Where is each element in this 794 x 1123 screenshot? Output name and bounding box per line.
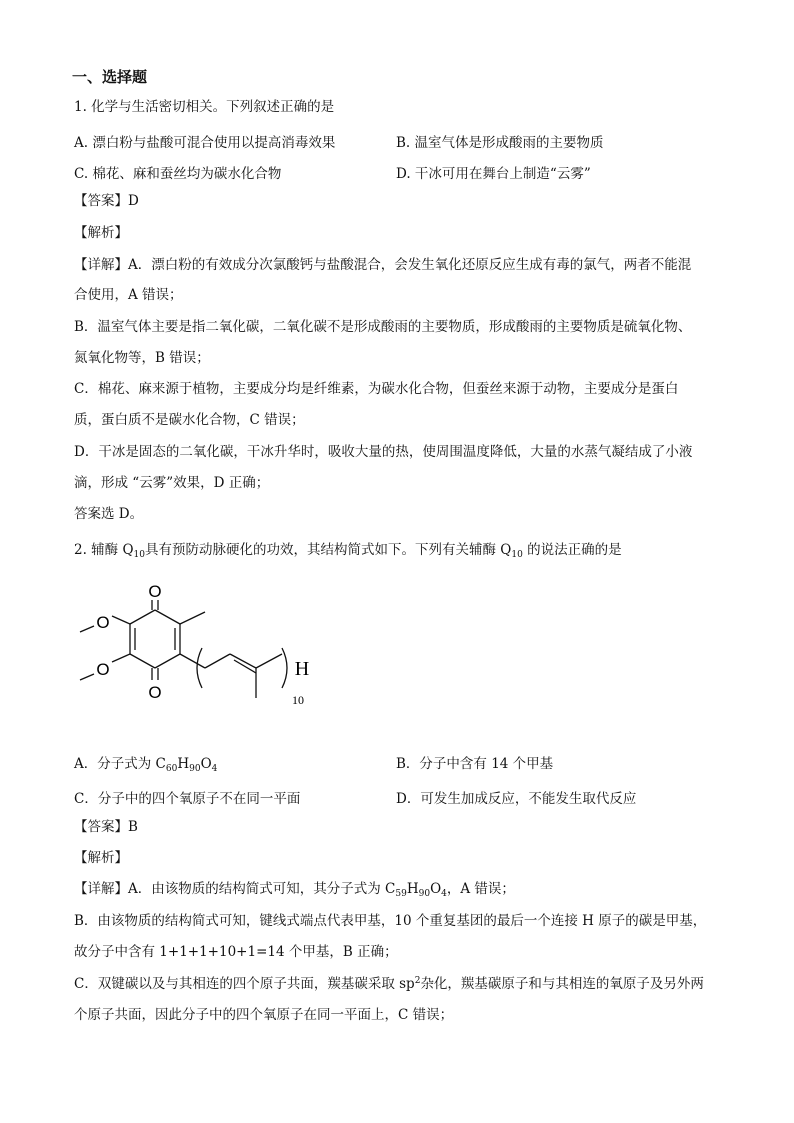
q1-stem: 1. 化学与生活密切相关。下列叙述正确的是 <box>74 99 335 115</box>
q1-option-d: D. 干冰可用在舞台上制造“云雾” <box>396 166 591 182</box>
q2-option-c: C．分子中的四个氧原子不在同一平面 <box>74 791 301 807</box>
q2-stem-subscript: 10 <box>511 550 523 560</box>
repeat-bracket-right <box>282 648 287 688</box>
q2-detail-line: 故分子中含有 1+1+1+10+1=14 个甲基，B 正确； <box>74 944 398 960</box>
atom-o-methoxy: O <box>96 660 110 679</box>
q2-option-a-sub: 90 <box>189 764 201 774</box>
q2-detail-part: H <box>406 881 419 897</box>
q2-option-a-part: O <box>200 756 212 772</box>
q2-stem <box>74 541 622 559</box>
q2-detail-part: ，A 错误； <box>446 881 515 897</box>
q2-option-a-part: H <box>177 756 190 772</box>
q2-analysis-label: 【解析】 <box>74 850 128 866</box>
q1-detail-line: 质，蛋白质不是碳水化合物，C 错误； <box>74 412 305 428</box>
q2-option-a-sub: 4 <box>211 764 218 774</box>
q2-stem-subscript: 10 <box>133 550 145 560</box>
q2-detail-sub: 4 <box>441 889 447 899</box>
ring-bonds <box>80 600 282 698</box>
q1-detail-line: 合使用，A 错误； <box>74 287 183 303</box>
section-title: 一、选择题 <box>72 68 148 86</box>
q2-option-b: B．分子中含有 14 个甲基 <box>396 756 554 772</box>
coenzyme-q10-structure <box>70 578 330 728</box>
q2-detail-part: 【详解】A．由该物质的结构简式可知，其分子式为 C <box>74 881 396 897</box>
q2-answer: 【答案】B <box>74 819 138 835</box>
q2-detail-sup: 2 <box>414 976 421 986</box>
q2-detail-sub: 90 <box>418 889 431 899</box>
q2-stem-part: 具有预防动脉硬化的功效，其结构简式如下。下列有关辅酶 Q <box>144 542 512 558</box>
q2-option-a-sub: 60 <box>165 764 178 774</box>
q2-option-d: D．可发生加成反应，不能发生取代反应 <box>396 791 637 807</box>
q1-detail-line: D．干冰是固态的二氧化碳，干冰升华时，吸收大量的热，使周围温度降低，大量的水蒸气凝结成了小液 <box>74 444 693 460</box>
q1-option-a: A. 漂白粉与盐酸可混合使用以提高消毒效果 <box>74 135 336 151</box>
q1-detail-line: C．棉花、麻来源于植物，主要成分均是纤维素，为碳水化合物，但蚕丝来源于动物，主要成分是蛋白 <box>74 381 679 397</box>
q2-detail-line <box>74 880 515 898</box>
q1-analysis-label: 【解析】 <box>74 225 128 241</box>
q2-stem-part: 2. 辅酶 Q <box>74 542 134 558</box>
q2-detail-sub: 59 <box>395 889 407 899</box>
repeat-bracket-left <box>197 648 202 688</box>
q1-answer: 【答案】D <box>74 193 139 209</box>
q2-option-a <box>74 752 217 772</box>
atom-o-top: O <box>148 582 162 601</box>
q1-option-b: B. 温室气体是形成酸雨的主要物质 <box>396 135 604 151</box>
atom-o-bottom: O <box>148 683 162 702</box>
q2-stem-part: 的说法正确的是 <box>522 542 622 558</box>
q2-detail-part: O <box>430 881 442 897</box>
atom-h: H <box>294 658 310 680</box>
q2-detail-line: B．由该物质的结构简式可知，键线式端点代表甲基，10 个重复基团的最后一个连接 H 原子的碳是甲基， <box>74 913 707 929</box>
q1-option-c: C. 棉花、麻和蚕丝均为碳水化合物 <box>74 166 282 182</box>
q2-detail-part: 杂化，羰基碳原子和与其相连的氧原子及另外两 <box>420 976 704 992</box>
q1-detail-line: 氮氧化物等，B 错误； <box>74 350 210 366</box>
q2-detail-line <box>74 975 704 993</box>
q2-detail-line: 个原子共面，因此分子中的四个氧原子在同一平面上，C 错误； <box>74 1007 454 1023</box>
q2-option-a-part: A．分子式为 C <box>74 756 166 772</box>
q2-detail-part: C．双键碳以及与其相连的四个原子共面，羰基碳采取 sp <box>74 976 415 992</box>
q1-detail-line: 答案选 D。 <box>74 506 144 522</box>
q1-detail-line: 【详解】A．漂白粉的有效成分次氯酸钙与盐酸混合，会发生氧化还原反应生成有毒的氯气，两者不能混 <box>74 257 692 273</box>
q1-detail-line: 滴，形成 “云雾”效果，D 正确； <box>74 475 270 491</box>
repeat-count: 10 <box>292 693 304 707</box>
q1-detail-line: B．温室气体主要是指二氧化碳，二氧化碳不是形成酸雨的主要物质，形成酸雨的主要物质是硫氧化物、 <box>74 319 692 335</box>
atom-o-methoxy: O <box>96 613 110 632</box>
